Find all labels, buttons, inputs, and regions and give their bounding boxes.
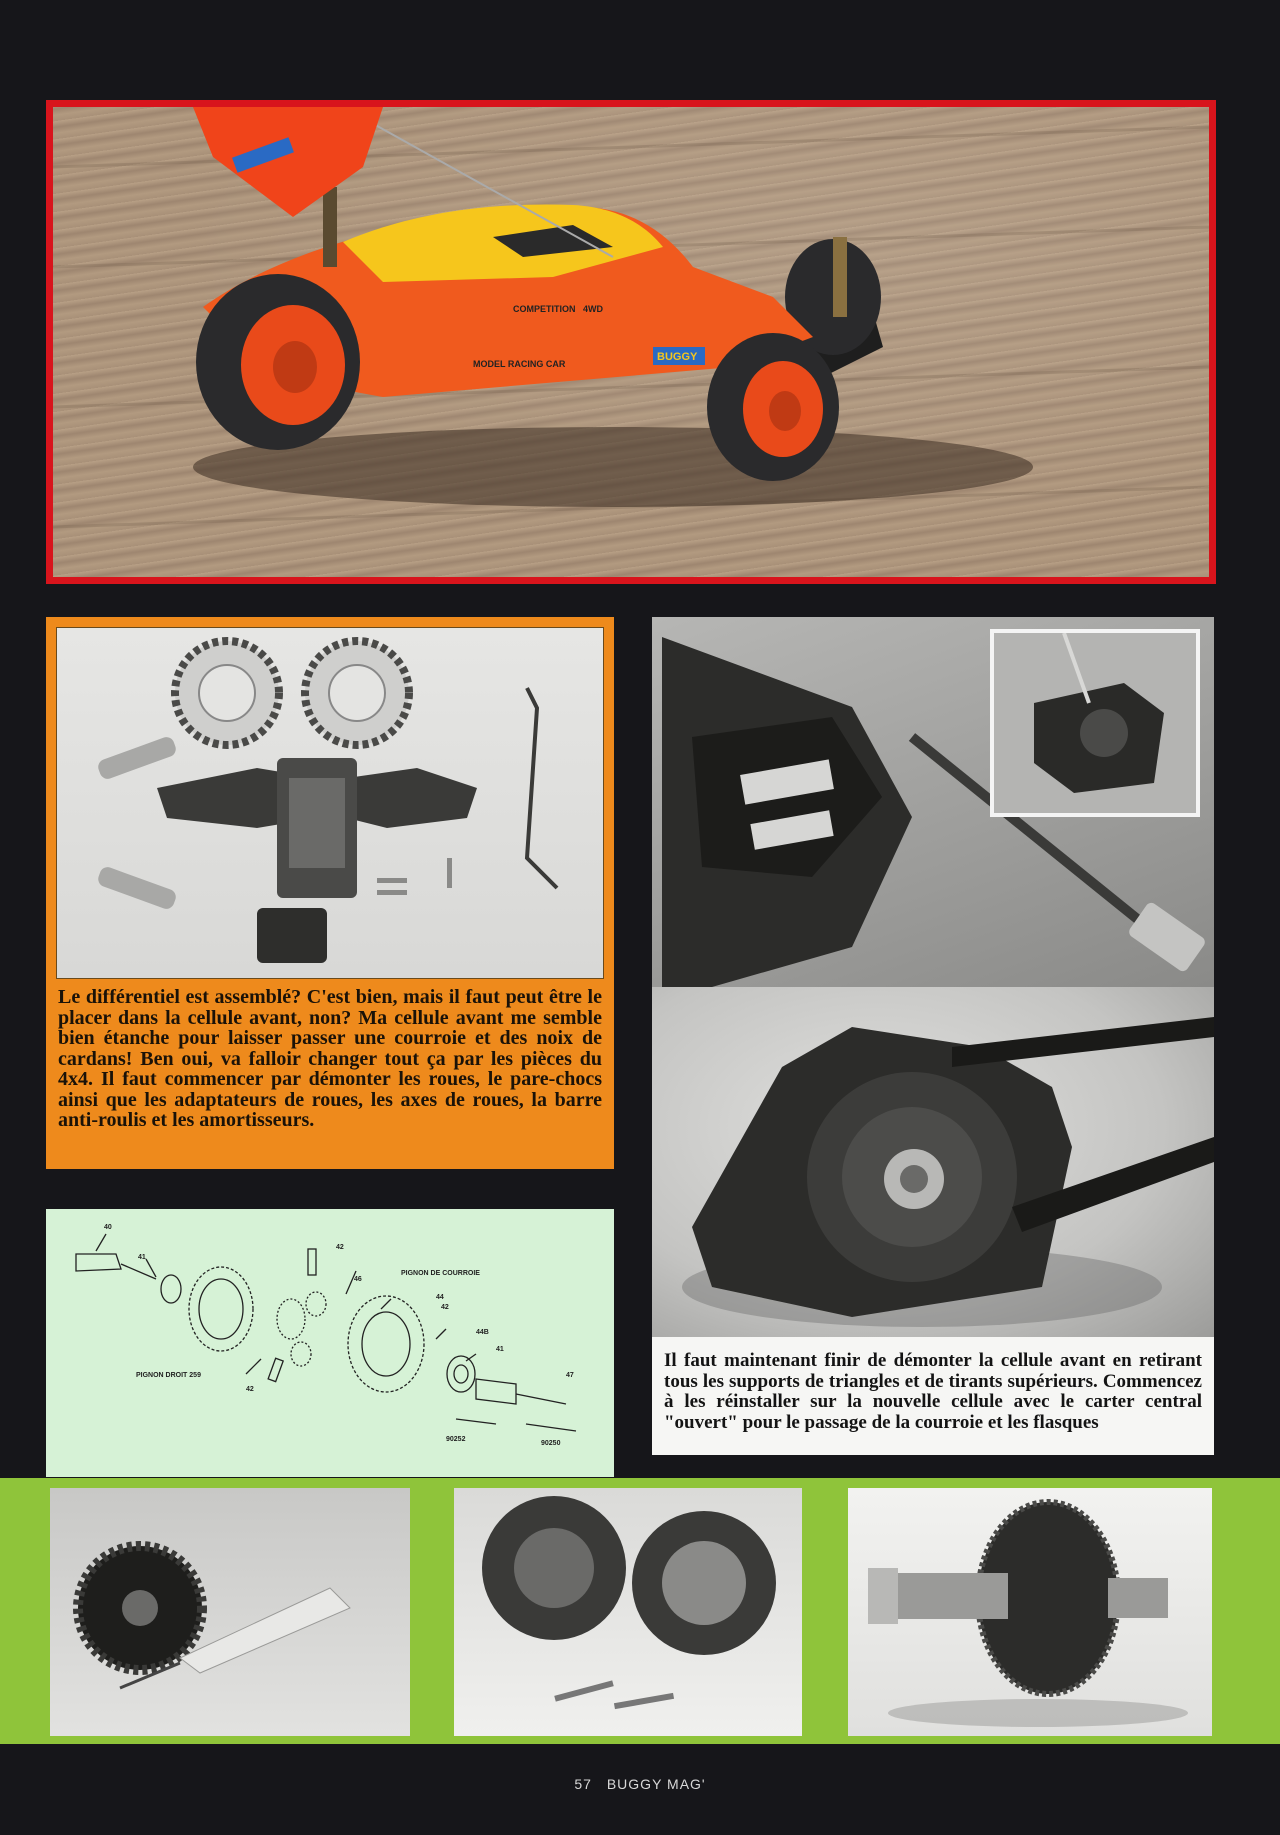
hero-photo bbox=[46, 100, 1216, 584]
diagram-label-90250: 90250 bbox=[541, 1440, 561, 1447]
body-text-competition: COMPETITION bbox=[513, 304, 576, 314]
parts-panel bbox=[46, 617, 614, 1169]
diagram-label-42a: 42 bbox=[336, 1244, 344, 1251]
diagram-label-pignon-courroie: PIGNON DE COURROIE bbox=[401, 1270, 480, 1277]
body-text-4wd: 4WD bbox=[583, 304, 603, 314]
diagram-label-44b: 44B bbox=[476, 1329, 489, 1336]
parts-caption: Le différentiel est assemblé? C'est bien, mais il faut peut être le placer dans la cellule avant, non? Ma cellule avant me semble bien étanche pour laisser passer une courroie et des noix de cardans! Ben oui, va falloir changer tout ça par les pièces du 4x4. Il faut commencer par démonter les roues, le pare-chocs ainsi que les adaptateurs de roues, les axes de roues, la barre anti-roulis et les amortisseurs. bbox=[58, 986, 602, 1131]
gearbox-illustration bbox=[652, 987, 1214, 1337]
exploded-diagram-panel bbox=[46, 1209, 614, 1477]
body-text-model: MODEL RACING CAR bbox=[473, 359, 566, 369]
diagram-label-40: 40 bbox=[104, 1224, 112, 1231]
diagram-label-41b: 41 bbox=[496, 1346, 504, 1353]
body-logo-buggy: BUGGY bbox=[657, 351, 698, 363]
diagram-label-47: 47 bbox=[566, 1372, 574, 1379]
diagram-label-42c: 42 bbox=[246, 1386, 254, 1393]
gearbox-photo bbox=[652, 987, 1214, 1337]
diagram-label-90252: 90252 bbox=[446, 1436, 466, 1443]
page-number: 57 bbox=[574, 1776, 592, 1792]
parts-photo bbox=[56, 627, 604, 979]
inset-photo bbox=[990, 629, 1200, 817]
photo-strip bbox=[0, 1478, 1280, 1744]
diagram-label-pignon-droit: PIGNON DROIT 259 bbox=[136, 1372, 201, 1379]
buggy-illustration bbox=[53, 107, 1209, 577]
diagram-label-42b: 42 bbox=[441, 1304, 449, 1311]
assembled-diff-photo bbox=[848, 1488, 1212, 1736]
magazine-name: BUGGY MAG' bbox=[606, 1776, 706, 1792]
diff-halves-photo bbox=[454, 1488, 802, 1736]
diagram-label-41a: 41 bbox=[138, 1254, 146, 1261]
diagram-label-46: 46 bbox=[354, 1276, 362, 1283]
diagram-label-44: 44 bbox=[436, 1294, 444, 1301]
page-footer bbox=[0, 1776, 1280, 1792]
inset-illustration bbox=[994, 633, 1196, 813]
chassis-caption: Il faut maintenant finir de démonter la cellule avant en retirant tous les supports de triangles et de tirants supérieurs. Commencez à les réinstaller sur la nouvelle cellule avec le carter central "ouvert" pour le passage de la courroie et les flasques bbox=[652, 1337, 1214, 1455]
parts-illustration bbox=[57, 628, 603, 978]
exploded-diagram bbox=[46, 1209, 614, 1477]
bevel-gear-photo bbox=[50, 1488, 410, 1736]
